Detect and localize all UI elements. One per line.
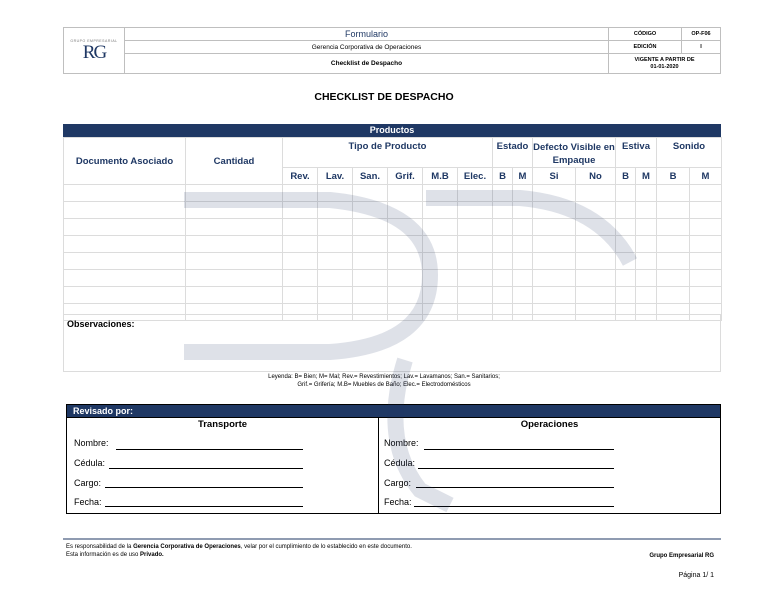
transport-role-label: Cargo: bbox=[74, 478, 102, 488]
code-label: CÓDIGO bbox=[609, 28, 682, 41]
col-defect: Defecto Visible en Empaque bbox=[533, 138, 616, 168]
code-value: OP-F06 bbox=[682, 28, 721, 41]
valid-from: VIGENTE A PARTIR DE 01-01-2020 bbox=[609, 54, 721, 74]
col-sound: Sonido bbox=[657, 138, 722, 168]
col-product-type: Tipo de Producto bbox=[283, 138, 493, 168]
sub-defect-si: Si bbox=[533, 168, 576, 185]
sub-defect-no: No bbox=[576, 168, 616, 185]
form-name: Checklist de Despacho bbox=[125, 54, 609, 74]
sub-lav: Lav. bbox=[318, 168, 353, 185]
review-bar: Revisado por: bbox=[67, 405, 720, 417]
footer-responsibility: Es responsabilidad de la Gerencia Corporativa de Operaciones, velar por el cumplimiento de lo establecido en este documento. bbox=[66, 544, 412, 550]
operations-name-label: Nombre: bbox=[384, 438, 419, 448]
sub-stow-m: M bbox=[636, 168, 657, 185]
footer-company: Grupo Empresarial RG bbox=[649, 553, 714, 559]
footer-privacy: Esta información es de uso Privado. bbox=[66, 552, 164, 558]
operations-title: Operaciones bbox=[520, 419, 579, 430]
department-name: Gerencia Corporativa de Operaciones bbox=[125, 41, 609, 54]
operations-date-label: Fecha: bbox=[384, 497, 412, 507]
watermark-g-stem bbox=[395, 360, 450, 505]
sub-state-b: B bbox=[493, 168, 513, 185]
col-document: Documento Asociado bbox=[64, 138, 186, 185]
operations-id-label: Cédula: bbox=[384, 458, 416, 468]
sub-mb: M.B bbox=[423, 168, 458, 185]
legend-line-2: Grif.= Grifería; M.B= Muebles de Baño; Elec.= Electrodomésticos bbox=[297, 382, 471, 388]
transport-id-label: Cédula: bbox=[74, 458, 106, 468]
sub-sound-m: M bbox=[690, 168, 722, 185]
transport-date-label: Fecha: bbox=[74, 497, 102, 507]
transport-title: Transporte bbox=[197, 419, 248, 430]
watermark-r bbox=[184, 200, 430, 352]
sub-rev: Rev. bbox=[283, 168, 318, 185]
col-stow: Estiva bbox=[616, 138, 657, 168]
col-quantity: Cantidad bbox=[186, 138, 283, 185]
page-number: Página 1/ 1 bbox=[678, 572, 714, 579]
products-bar: Productos bbox=[63, 124, 721, 137]
sub-elec: Elec. bbox=[458, 168, 493, 185]
sub-stow-b: B bbox=[616, 168, 636, 185]
logo-letters: RG bbox=[82, 41, 106, 63]
company-logo: GRUPO EMPRESARIAL RG bbox=[64, 28, 125, 74]
observations-label: Observaciones: bbox=[67, 319, 135, 329]
legend-line-1: Leyenda: B= Bien; M= Mal; Rev.= Revestimientos; Lav.= Lavamanos; San.= Sanitarios; bbox=[268, 374, 500, 380]
edition-value: I bbox=[682, 41, 721, 54]
watermark-g-top bbox=[426, 198, 630, 262]
sub-san: San. bbox=[353, 168, 388, 185]
sub-state-m: M bbox=[513, 168, 533, 185]
sub-grif: Grif. bbox=[388, 168, 423, 185]
sub-sound-b: B bbox=[657, 168, 690, 185]
document-title: CHECKLIST DE DESPACHO bbox=[314, 91, 454, 103]
transport-name-label: Nombre: bbox=[74, 438, 109, 448]
edition-label: EDICIÓN bbox=[609, 41, 682, 54]
form-label: Formulario bbox=[125, 28, 609, 41]
col-state: Estado bbox=[493, 138, 533, 168]
operations-role-label: Cargo: bbox=[384, 478, 412, 488]
